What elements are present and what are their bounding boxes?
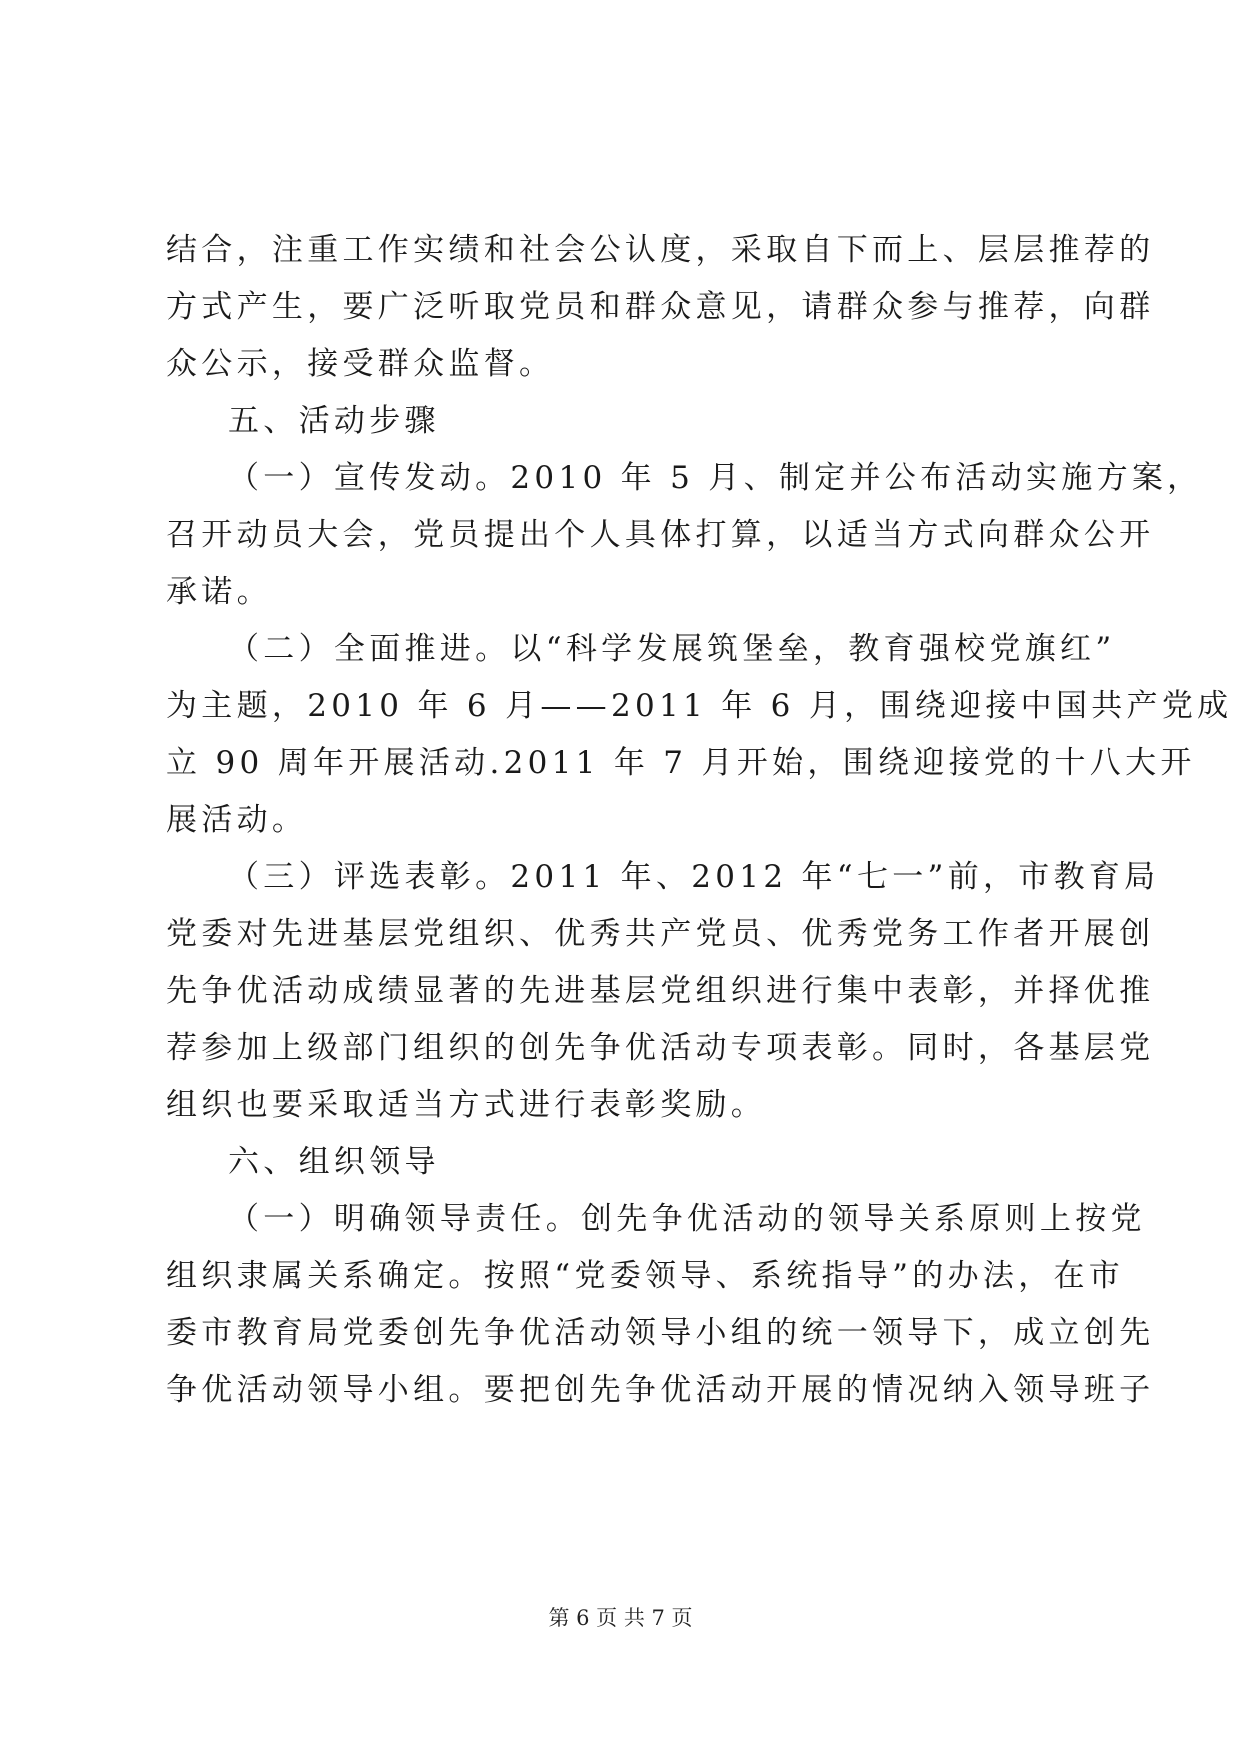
text-line: 结合，注重工作实绩和社会公认度，采取自下而上、层层推荐的 xyxy=(166,232,1155,268)
text-line: 争优活动领导小组。要把创先争优活动开展的情况纳入领导班子 xyxy=(166,1372,1155,1408)
text-line: 委市教育局党委创先争优活动领导小组的统一领导下，成立创先 xyxy=(166,1315,1155,1351)
section-heading: 六、组织领导 xyxy=(228,1144,440,1180)
text-line: 方式产生，要广泛听取党员和群众意见，请群众参与推荐，向群 xyxy=(166,289,1155,325)
text-line: 为主题，2010 年 6 月——2011 年 6 月，围绕迎接中国共产党成 xyxy=(166,688,1233,724)
page-number-footer: 第 6 页 共 7 页 xyxy=(548,1606,693,1630)
text-line: （二）全面推进。以“科学发展筑堡垒，教育强校党旗红” xyxy=(228,631,1116,667)
text-line: 立 90 周年开展活动.2011 年 7 月开始，围绕迎接党的十八大开 xyxy=(166,745,1196,781)
text-line: 众公示，接受群众监督。 xyxy=(166,346,555,382)
text-line: 先争优活动成绩显著的先进基层党组织进行集中表彰，并择优推 xyxy=(166,973,1155,1009)
text-line: 展活动。 xyxy=(166,802,308,838)
text-line: 承诺。 xyxy=(166,574,272,610)
text-line: 组织也要采取适当方式进行表彰奖励。 xyxy=(166,1087,767,1123)
text-line: （三）评选表彰。2011 年、2012 年“七一”前，市教育局 xyxy=(228,859,1160,895)
text-line: 组织隶属关系确定。按照“党委领导、系统指导”的办法，在市 xyxy=(166,1258,1125,1294)
text-line: 党委对先进基层党组织、优秀共产党员、优秀党务工作者开展创 xyxy=(166,916,1155,952)
text-line: 荐参加上级部门组织的创先争优活动专项表彰。同时，各基层党 xyxy=(166,1030,1155,1066)
text-line: （一）宣传发动。2010 年 5 月、制定并公布活动实施方案， xyxy=(228,460,1203,496)
section-heading: 五、活动步骤 xyxy=(228,403,440,439)
text-line: 召开动员大会，党员提出个人具体打算，以适当方式向群众公开 xyxy=(166,517,1155,553)
text-line: （一）明确领导责任。创先争优活动的领导关系原则上按党 xyxy=(228,1201,1146,1237)
